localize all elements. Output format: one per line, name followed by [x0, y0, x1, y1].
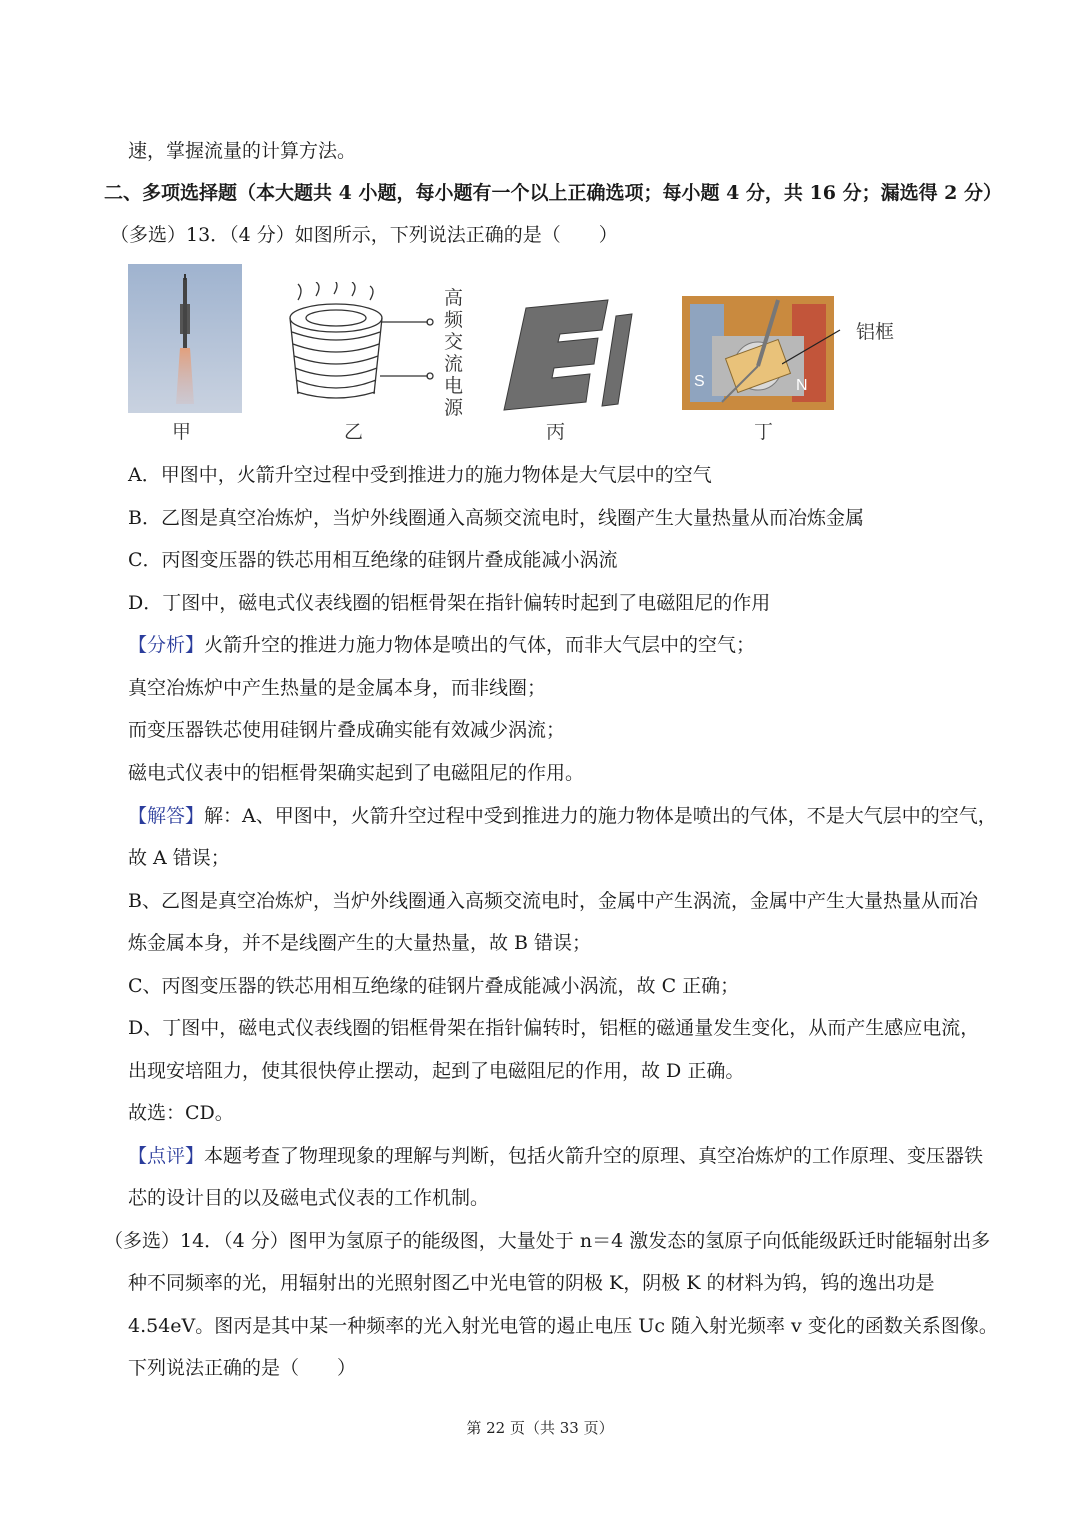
- question-14-stem: 下列说法正确的是（ ）: [128, 1357, 357, 1379]
- analysis-line: 真空冶炼炉中产生热量的是金属本身，而非线圈；: [128, 677, 547, 699]
- ding-label-aluminum-frame: 铝框: [856, 321, 895, 343]
- comment-line: 【点评】本题考查了物理现象的理解与判断，包括火箭升空的原理、真空冶炼炉的工作原理、变压器铁: [128, 1145, 984, 1167]
- question-13-stem: （多选）13．（4 分）如图所示，下列说法正确的是（ ）: [110, 224, 618, 246]
- analysis-line: 磁电式仪表中的铝框骨架确实起到了电磁阻尼的作用。: [128, 762, 585, 784]
- question-14-stem: 种不同频率的光，用辐射出的光照射图乙中光电管的阴极 K，阴极 K 的材料为钨，钨的逸出功是: [128, 1272, 935, 1294]
- option-a: A．甲图中，火箭升空过程中受到推进力的施力物体是大气层中的空气: [128, 464, 712, 486]
- label-char: 源: [444, 397, 464, 419]
- section-heading: 二、多项选择题（本大题共 4 小题，每小题有一个以上正确选项；每小题 4 分，共 16 分；漏选得 2 分）: [104, 182, 1003, 204]
- option-c: C．丙图变压器的铁芯用相互绝缘的硅钢片叠成能减小涡流: [128, 549, 618, 571]
- analysis-line: 【分析】火箭升空的推进力施力物体是喷出的气体，而非大气层中的空气；: [128, 634, 756, 656]
- answer-line: 故 A 错误；: [128, 847, 230, 869]
- answer-tag: 【解答】: [128, 805, 205, 827]
- caption-jia: 甲: [172, 421, 192, 443]
- label-char: 电: [444, 375, 464, 397]
- figure-yi-furnace: [278, 282, 438, 414]
- page-footer: 第 22 页（共 33 页）: [466, 1419, 614, 1437]
- option-d: D．丁图中，磁电式仪表线圈的铝框骨架在指针偏转时起到了电磁阻尼的作用: [128, 592, 771, 614]
- caption-yi: 乙: [344, 421, 364, 443]
- ding-pointer-line: [782, 326, 842, 366]
- figure-bing-transformer-core: [498, 294, 638, 414]
- question-14-stem: （多选）14．（4 分）图甲为氢原子的能级图，大量处于 n＝4 激发态的氢原子向低能级跃迁时能辐射出多: [104, 1230, 991, 1252]
- magnet-n-label: N: [796, 377, 808, 394]
- answer-line: 故选：CD。: [128, 1102, 234, 1124]
- comment-line: 芯的设计目的以及磁电式仪表的工作机制。: [128, 1187, 490, 1209]
- label-char: 交: [444, 331, 464, 353]
- option-b: B．乙图是真空冶炼炉，当炉外线圈通入高频交流电时，线圈产生大量热量从而冶炼金属: [128, 507, 864, 529]
- answer-line: 炼金属本身，并不是线圈产生的大量热量，故 B 错误；: [128, 932, 592, 954]
- answer-line: 出现安培阻力，使其很快停止摆动，起到了电磁阻尼的作用，故 D 正确。: [128, 1060, 745, 1082]
- answer-line: 【解答】解：A、甲图中，火箭升空过程中受到推进力的施力物体是喷出的气体，不是大气层中的空气，: [128, 805, 997, 827]
- answer-line: C、丙图变压器的铁芯用相互绝缘的硅钢片叠成能减小涡流，故 C 正确；: [128, 975, 740, 997]
- analysis-line: 而变压器铁芯使用硅钢片叠成确实能有效减少涡流；: [128, 719, 566, 741]
- label-char: 频: [444, 309, 464, 331]
- label-char: 高: [444, 287, 464, 309]
- analysis-tag: 【分析】: [128, 634, 205, 656]
- answer-line: D、丁图中，磁电式仪表线圈的铝框骨架在指针偏转时，铝框的磁通量发生变化，从而产生感应电流，: [128, 1017, 980, 1039]
- label-char: 流: [444, 353, 464, 375]
- caption-bing: 丙: [546, 421, 566, 443]
- comment-tag: 【点评】: [128, 1145, 205, 1167]
- figure-jia-rocket: [128, 264, 242, 413]
- figure-yi-label: [444, 286, 468, 418]
- question-14-stem: 4.54eV。图丙是其中某一种频率的光入射光电管的遏止电压 Uc 随入射光频率 v 变化的函数关系图像。: [128, 1315, 998, 1337]
- text-line: 速，掌握流量的计算方法。: [128, 140, 357, 162]
- magnet-s-label: S: [694, 373, 705, 390]
- caption-ding: 丁: [754, 421, 774, 443]
- answer-line: B、乙图是真空冶炼炉，当炉外线圈通入高频交流电时，金属中产生涡流，金属中产生大量热量从而冶: [128, 890, 978, 912]
